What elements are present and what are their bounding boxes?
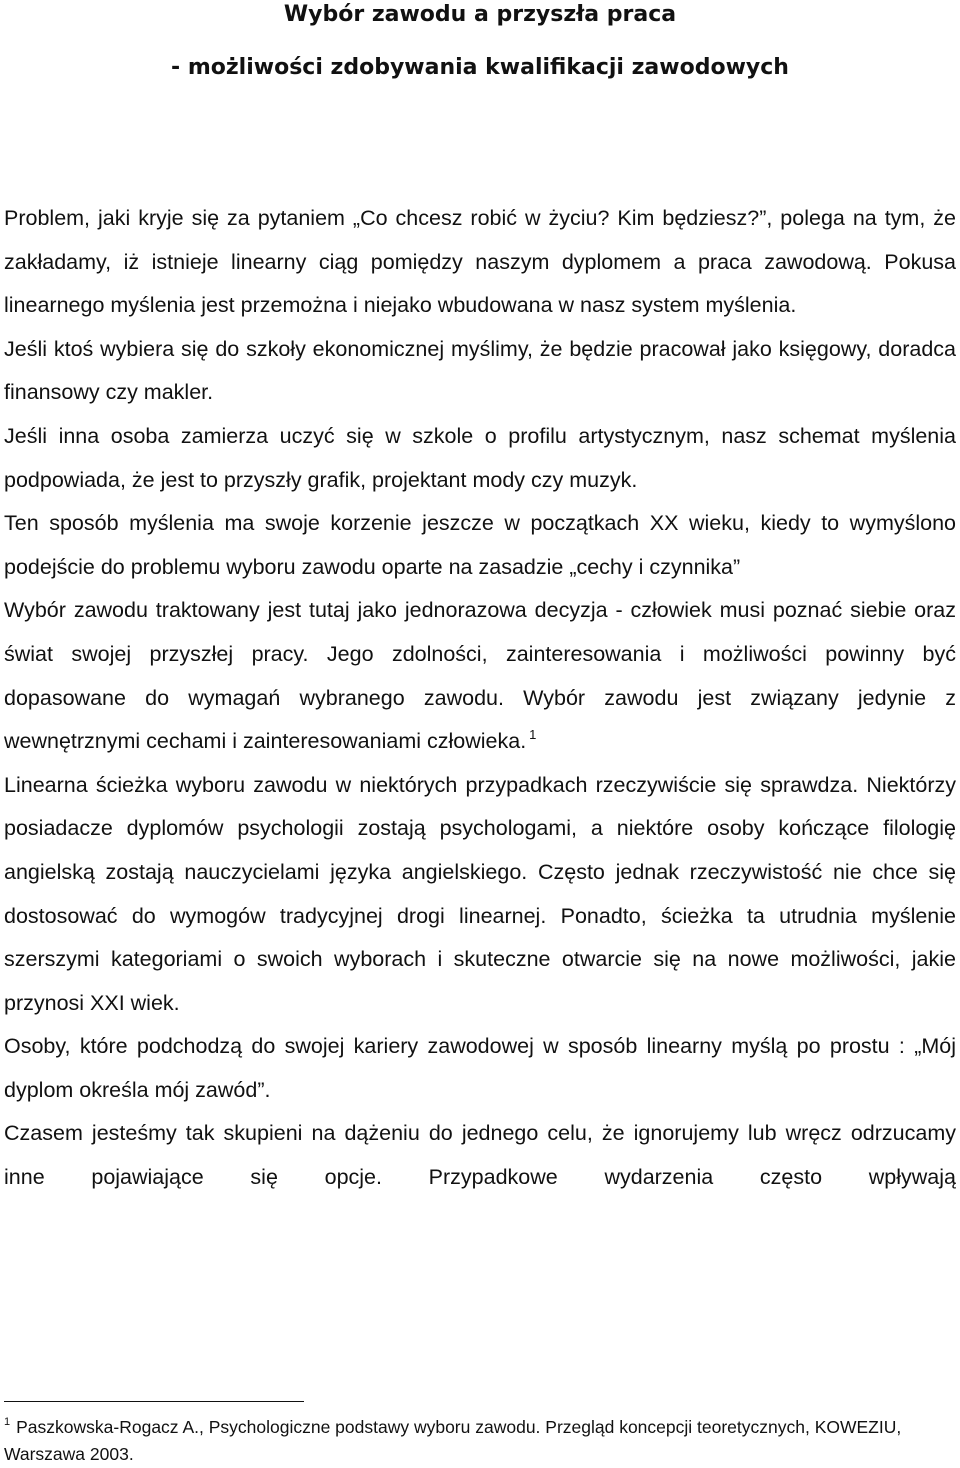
paragraph: Osoby, które podchodzą do swojej kariery zawodowej w sposób linearny myślą po prostu : „Mój dyplom określa mój zawód”. (4, 1034, 956, 1102)
document-subtitle: - możliwości zdobywania kwalifikacji zawodowych (171, 55, 789, 80)
footnote-reference[interactable]: 1 (529, 727, 537, 743)
footnote-number: 1 (4, 1416, 11, 1428)
document-title: Wybór zawodu a przyszła praca (283, 2, 677, 27)
paragraph: Jeśli ktoś wybiera się do szkoły ekonomicznej myślimy, że będzie pracował jako księgowy, doradca finansowy czy makler. (4, 336, 956, 405)
paragraph: Ten sposób myślenia ma swoje korzenie jeszcze w początkach XX wieku, kiedy to wymyślono podejście do problemu wyboru zawodu oparte na zasadzie „cechy i czynnika” (4, 511, 956, 579)
paragraph: Problem, jaki kryje się za pytaniem „Co chcesz robić w życiu? Kim będziesz?”, polega na tym, że zakładamy, iż istnieje linearny ciąg pomiędzy naszym dyplomem a praca zawodową. Pokusa linearnego myślenia jest przemożna i niejako wbudowana w nasz system myślenia. (4, 206, 956, 318)
paragraph: Linearna ścieżka wyboru zawodu w niektórych przypadkach rzeczywiście się sprawdza. Niektórzy posiadacze dyplomów psychologii zostają psychologami, a niektóre osoby kończące filologię angielską zostają nauczycielami języka angielskiego. Często jednak rzeczywistość nie chce się dostosować do wymogów tradycyjnej drogi linearnej. Ponadto, ścieżka ta utrudnia myślenie szerszymi kategoriami o swoich wyborach i skuteczne otwarcie się na nowe możliwości, jakie przynosi XXI wiek. (4, 772, 956, 1015)
paragraph-text: Wybór zawodu traktowany jest tutaj jako jednorazowa decyzja - człowiek musi poznać siebie oraz świat swojej przyszłej pracy. Jego zdolności, zainteresowania i możliwości powinny być dopasowane do wymagań wybranego zawodu. Wybór zawodu jest związany jedynie z wewnętrznymi cechami i zainteresowaniami człowieka. (4, 598, 956, 754)
paragraph-with-footnote (4, 589, 956, 763)
footnote-separator (4, 1401, 304, 1402)
footnote (4, 1414, 954, 1468)
paragraph: Jeśli inna osoba zamierza uczyć się w szkole o profilu artystycznym, nasz schemat myślenia podpowiada, że jest to przyszły grafik, projektant mody czy muzyk. (4, 423, 956, 492)
document-body (4, 197, 956, 1200)
paragraph: Czasem jesteśmy tak skupieni na dążeniu do jednego celu, że ignorujemy lub wręcz odrzucamy inne pojawiające się opcje. Przypadkowe wydarzenia często wpływają (4, 1121, 956, 1190)
footnote-text: Paszkowska-Rogacz A., Psychologiczne podstawy wyboru zawodu. Przegląd koncepcji teoretycznych, KOWEZIU, Warszawa 2003. (4, 1417, 902, 1464)
